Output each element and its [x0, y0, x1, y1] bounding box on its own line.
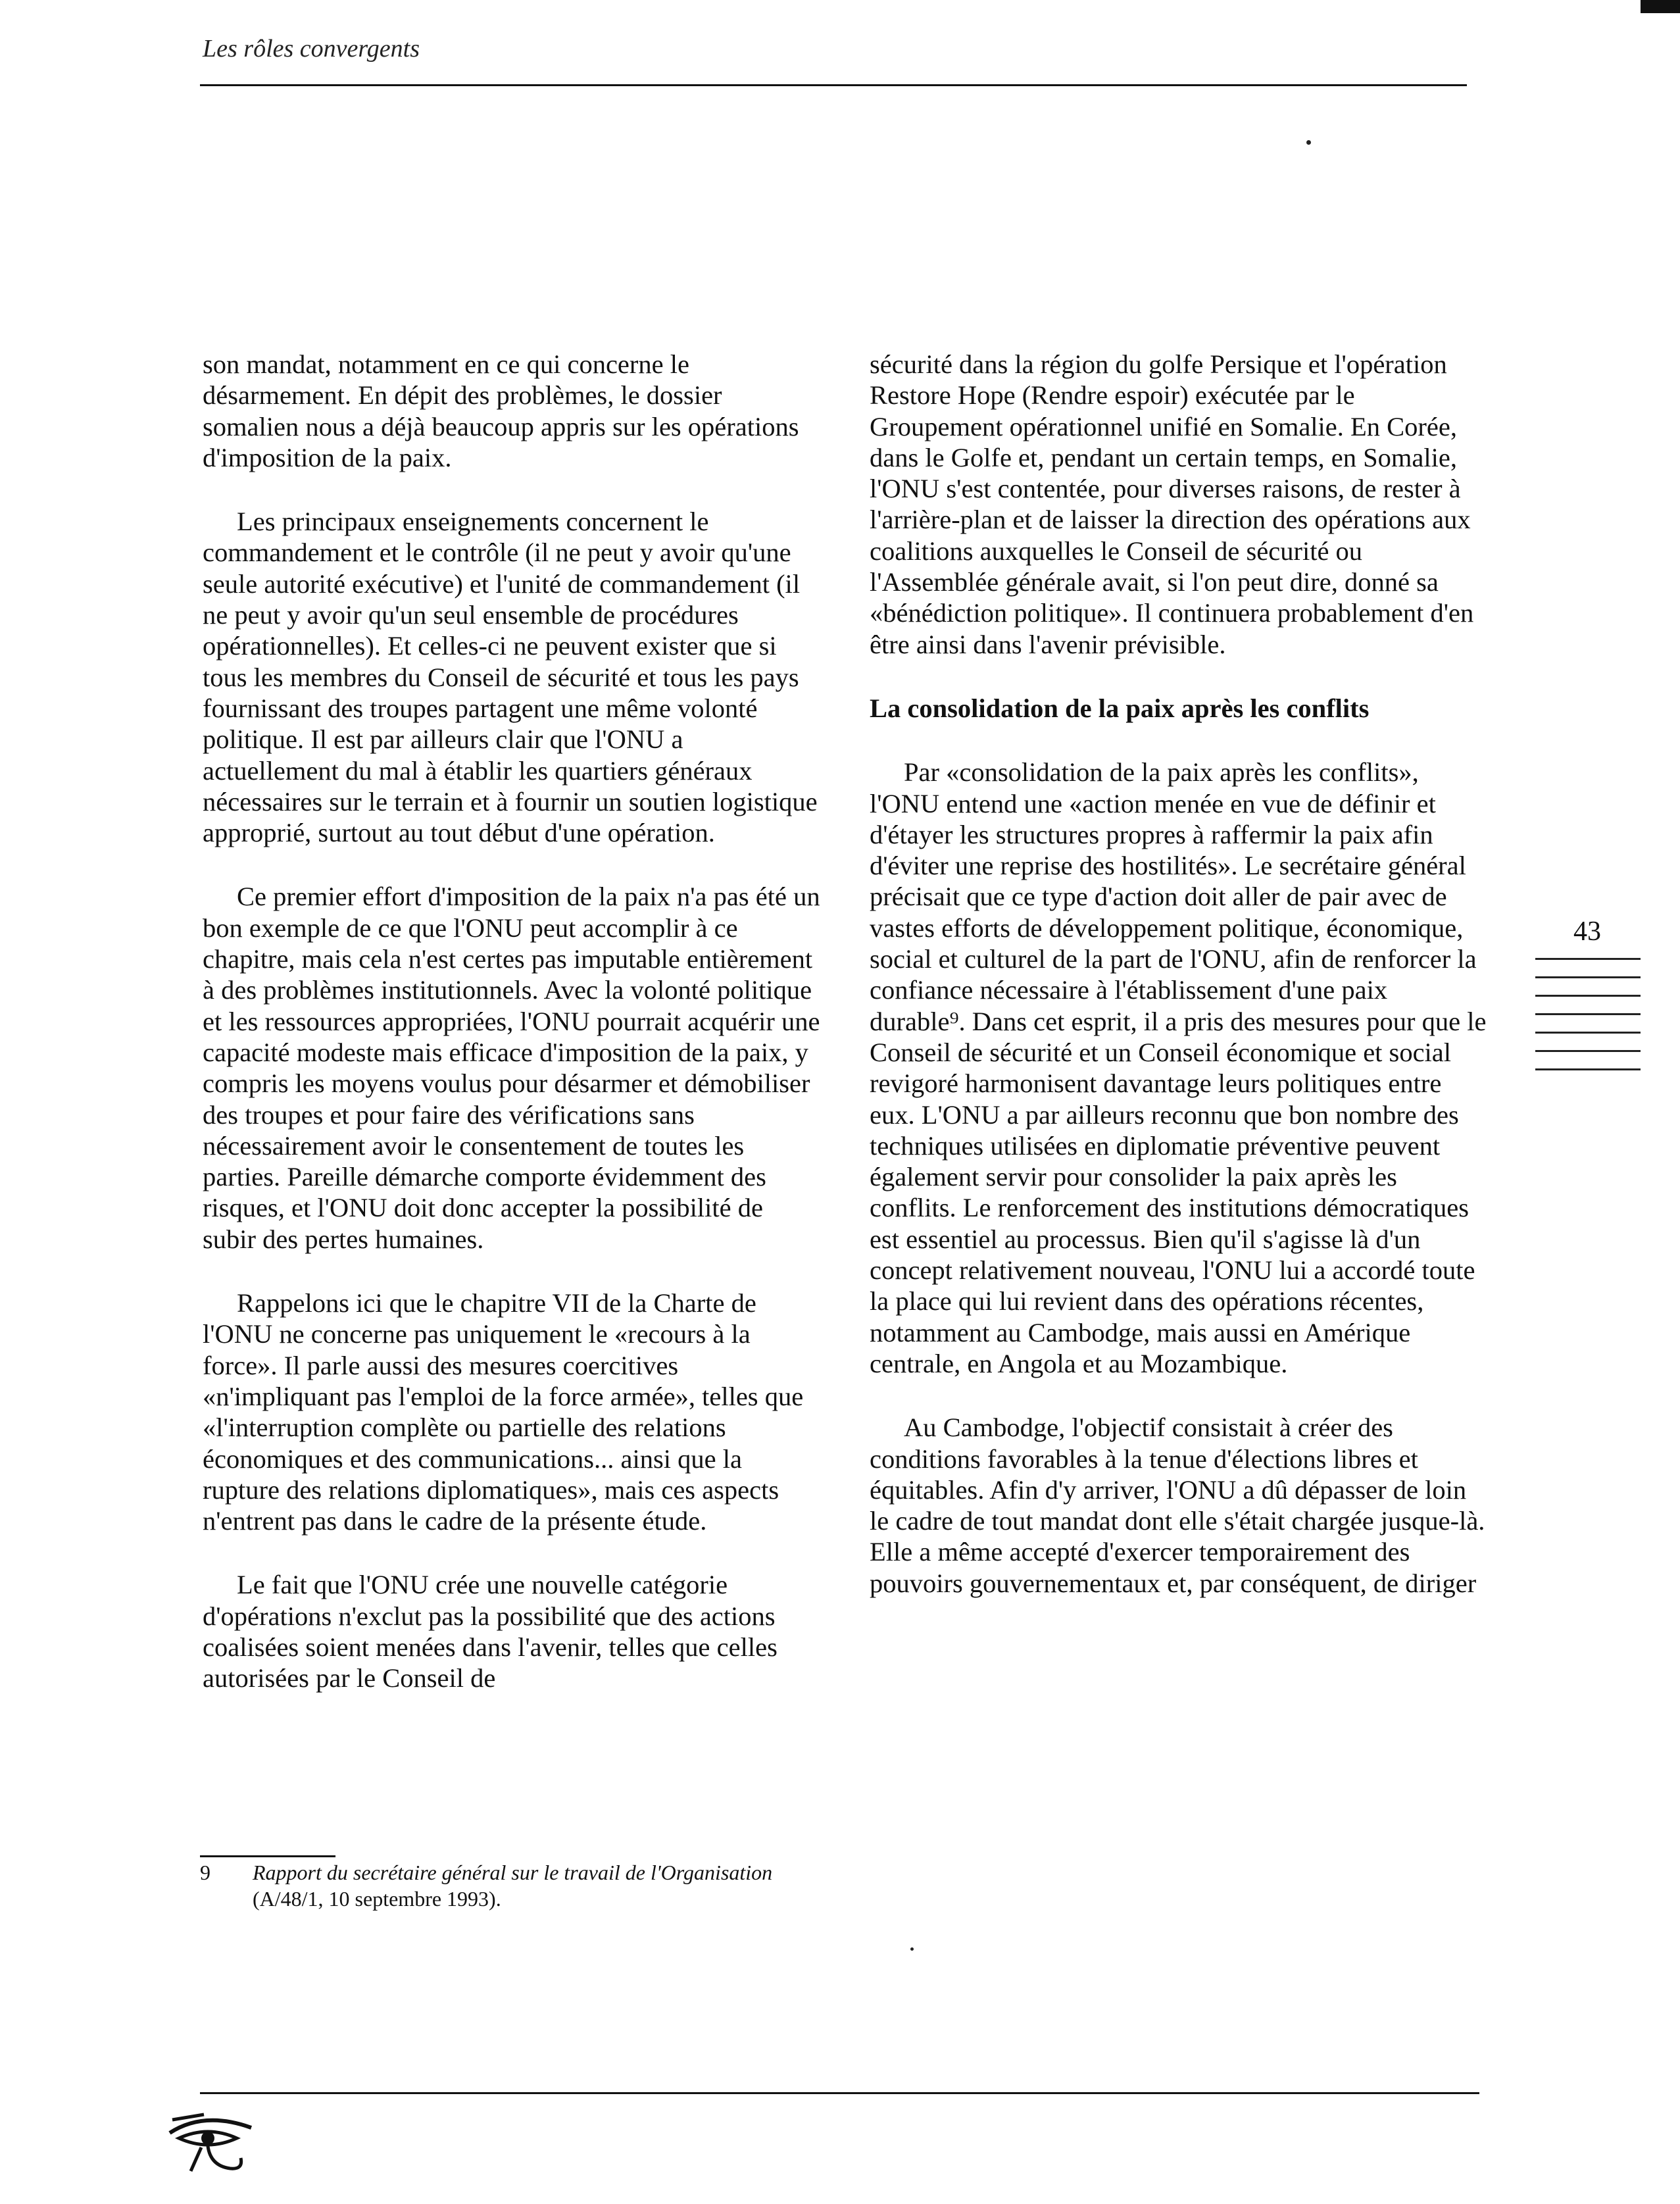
left-column: [203, 349, 821, 1727]
right-paragraph-1: sécurité dans la région du golfe Persique et l'opération Restore Hope (Rendre espoir) exécutée par le Groupement opérationnel unifié en Somalie. En Corée, dans le Golfe et, pendant un certain temps, en Somalie, l'ONU s'est contentée, pour diverses raisons, de rester à l'arrière-plan et de laisser la direction des opérations aux coalitions auxquelles le Conseil de sécurité ou l'Assemblée générale avait, si l'on peut dire, donné sa «bénédiction politique». Il continuera probablement d'en être ainsi dans l'avenir prévisible.: [870, 349, 1474, 659]
right-paragraph-2: Par «consolidation de la paix après les conflits», l'ONU entend une «action menée en vue de définir et d'étayer les structures propres à raffermir la paix afin d'éviter une reprise des hostilités». Le secrétaire général précisait que ce type d'action doit aller de pair avec de vastes efforts de développement politique, économique, social et culturel de la part de l'ONU, afin de renforcer la confiance nécessaire à l'établissement d'une paix durable⁹. Dans cet esprit, il a pris des mesures pour que le Conseil de sécurité et un Conseil économique et social revigoré harmonisent davantage leurs politiques entre eux. L'ONU a par ailleurs reconnu que bon nombre des techniques utilisées en diplomatie préventive peuvent également servir pour consolider la paix après les conflits. Le renforcement des institutions démocratiques est essentiel au processus. Bien qu'il s'agisse là d'un concept relativement nouveau, l'ONU lui a accordé toute la place qui lui revient dans des opérations récentes, notamment au Cambodge, mais aussi en Amérique centrale, en Angola et au Mozambique.: [870, 757, 1487, 1378]
footnote: [200, 1859, 831, 1912]
right-column: [870, 349, 1488, 1632]
scan-corner-mark: [1641, 0, 1680, 13]
margin-rule: [1535, 1013, 1641, 1015]
left-paragraph-1: son mandat, notamment en ce qui concerne le désarmement. En dépit des problèmes, le dossier somalien nous a déjà beaucoup appris sur les opérations d'imposition de la paix.: [203, 349, 799, 472]
footnote-reference: (A/48/1, 10 septembre 1993).: [253, 1887, 501, 1911]
margin-rule: [1535, 958, 1641, 960]
footnote-body: [253, 1859, 831, 1912]
section-heading: La consolidation de la paix après les conflits: [870, 693, 1370, 723]
page-number: 43: [1573, 916, 1601, 947]
left-paragraph-3: Ce premier effort d'imposition de la paix n'a pas été un bon exemple de ce que l'ONU peut accomplir à ce chapitre, mais cela n'est certes pas imputable entièrement à des problèmes institutionnels. Avec la volonté politique et les ressources appropriées, l'ONU pourrait acquérir une capacité modeste mais efficace d'imposition de la paix, y compris les moyens voulus pour désarmer et démobiliser des troupes et pour faire des vérifications sans nécessairement avoir le consentement de toutes les parties. Pareille démarche comporte évidemment des risques, et l'ONU doit donc accepter la possibilité de subir des pertes humaines.: [203, 882, 820, 1254]
left-paragraph-4: Rappelons ici que le chapitre VII de la Charte de l'ONU ne concerne pas uniquement le «recours à la force». Il parle aussi des mesures coercitives «n'impliquant pas l'emploi de la force armée», telles que «l'interruption complète ou partielle des relations économiques et des communications... ainsi que la rupture des relations diplomatiques», mais ces aspects n'entrent pas dans le cadre de la présente étude.: [203, 1288, 804, 1536]
margin-rule: [1535, 1050, 1641, 1052]
left-paragraph-2: Les principaux enseignements concernent le commandement et le contrôle (il ne peut y avoir qu'une seule autorité exécutive) et l'unité de commandement (il ne peut y avoir qu'un seul ensemble de procédures opérationnelles). Et celles-ci ne peuvent exister que si tous les membres du Conseil de sécurité et tous les pays fournissant des troupes partagent une même volonté politique. Il est par ailleurs clair que l'ONU a actuellement du mal à établir les quartiers généraux nécessaires sur le terrain et à fournir un soutien logistique approprié, surtout au tout début d'une opération.: [203, 507, 818, 848]
margin-rule: [1535, 995, 1641, 997]
footer-rule: [200, 2092, 1479, 2094]
right-paragraph-3: Au Cambodge, l'objectif consistait à créer des conditions favorables à la tenue d'élections libres et équitables. Afin d'y arriver, l'ONU a dû dépasser de loin le cadre de tout mandat dont elle s'était chargée jusque-là. Elle a même accepté d'exercer temporairement des pouvoirs gouvernementaux et, par conséquent, de diriger: [870, 1413, 1485, 1598]
margin-rules: [1535, 958, 1641, 1087]
margin-rule: [1535, 1032, 1641, 1034]
footnote-number: 9: [200, 1861, 210, 1884]
margin-rule: [1535, 976, 1641, 978]
scan-speck: [1306, 140, 1311, 145]
footnote-rule: [200, 1855, 335, 1857]
running-header: Les rôles convergents: [203, 35, 420, 63]
scan-speck: [910, 1947, 914, 1951]
left-paragraph-5: Le fait que l'ONU crée une nouvelle catégorie d'opérations n'exclut pas la possibilité que des actions coalisées soient menées dans l'avenir, telles que celles autorisées par le Conseil de: [203, 1570, 778, 1693]
margin-rule: [1535, 1068, 1641, 1070]
header-rule: [200, 84, 1467, 86]
footnote-title: Rapport du secrétaire général sur le travail de l'Organisation: [253, 1861, 773, 1884]
eye-of-horus-icon: [164, 2105, 263, 2178]
